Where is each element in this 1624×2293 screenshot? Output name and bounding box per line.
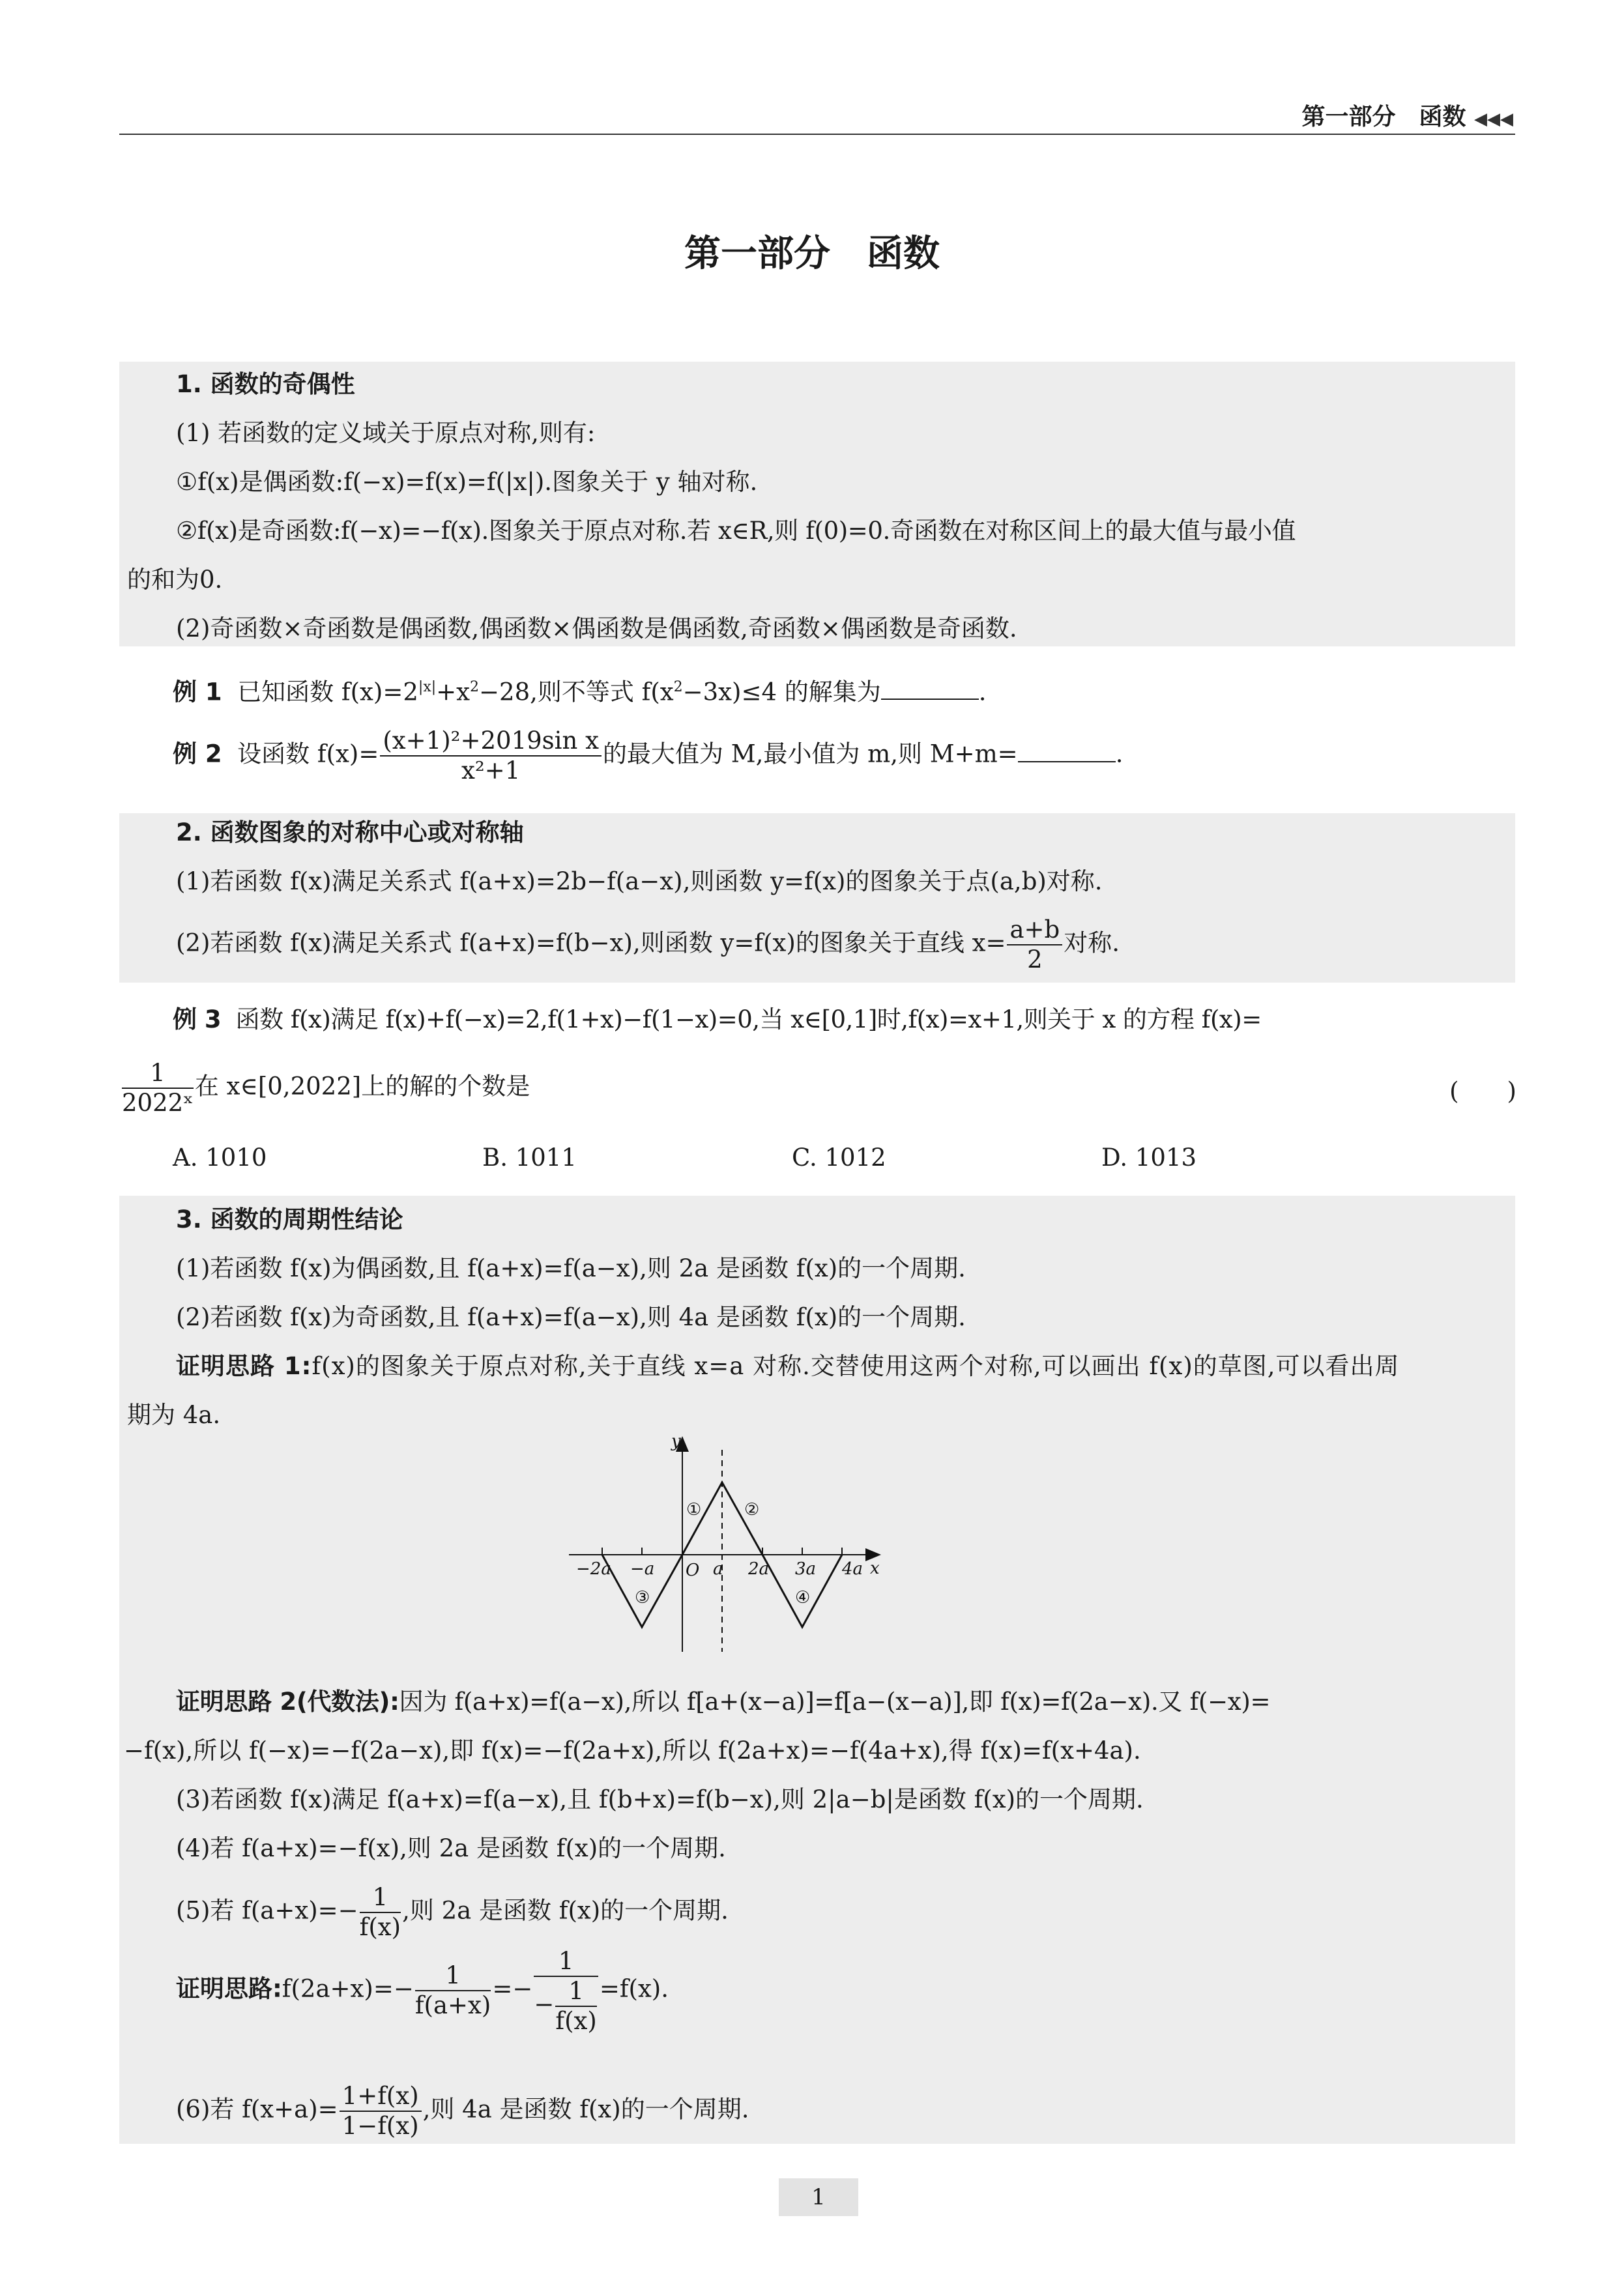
- proof-label: 证明思路 1:: [176, 1352, 312, 1380]
- text: f(x)的图象关于原点对称,关于直线 x=a 对称.交替使用这两个对称,可以画出 f(x)的草图,可以看出周: [312, 1352, 1400, 1380]
- text-line: ②f(x)是奇函数:f(−x)=−f(x).图象关于原点对称.若 x∈R,则 f(0)=0.奇函数在对称区间上的最大值与最小值: [176, 517, 1296, 545]
- fraction: [360, 1883, 401, 1942]
- option-a[interactable]: A. 1010: [173, 1144, 267, 1172]
- option-b[interactable]: B. 1011: [482, 1144, 577, 1172]
- text: 对称.: [1064, 929, 1120, 957]
- superscript: 2: [470, 679, 480, 695]
- numerator: (x+1)²+2019sin x: [380, 727, 602, 757]
- numerator: 1: [555, 1977, 596, 2007]
- example-2: [173, 727, 1123, 785]
- tick-label: 2a: [748, 1559, 770, 1579]
- running-title: 第一部分 函数: [1301, 104, 1466, 130]
- tick-label: a: [713, 1559, 723, 1579]
- text: (5)若 f(a+x)=−: [176, 1896, 358, 1925]
- denominator: f(x): [555, 2007, 597, 2035]
- text: −3x)≤4 的解集为: [682, 678, 881, 706]
- text-line: (1)若函数 f(x)满足关系式 f(a+x)=2b−f(a−x),则函数 y=f(x)的图象关于点(a,b)对称.: [176, 867, 1103, 895]
- tick-label: −a: [630, 1559, 655, 1579]
- text-line: (1)若函数 f(x)为偶函数,且 f(a+x)=f(a−x),则 2a 是函数 f(x)的一个周期.: [176, 1254, 966, 1282]
- denominator: 2022ˣ: [122, 1089, 194, 1117]
- text: 的最大值为 M,最小值为 m,则 M+m=: [602, 740, 1018, 768]
- denominator: 2: [1027, 945, 1043, 973]
- text-line: (4)若 f(a+x)=−f(x),则 2a 是函数 f(x)的一个周期.: [176, 1834, 726, 1862]
- proof-3: [176, 1947, 669, 2036]
- section-title: 1. 函数的奇偶性: [176, 370, 355, 398]
- text: −28,则不等式 f(x: [479, 678, 674, 706]
- option-c[interactable]: C. 1012: [792, 1144, 886, 1172]
- text-line: [176, 916, 1120, 974]
- numerator: 1: [122, 1059, 194, 1089]
- region-label: ④: [795, 1588, 811, 1608]
- text: 因为 f(a+x)=f(a−x),所以 f[a+(x−a)]=f[a−(x−a)],即 f(x)=f(2a−x).又 f(−x)=: [399, 1688, 1271, 1716]
- tick-label: 3a: [795, 1559, 817, 1579]
- text: 设函数 f(x)=: [237, 740, 379, 768]
- nested-fraction: [534, 1947, 598, 2036]
- example-label: 例 3: [173, 1005, 222, 1033]
- text: .: [1115, 740, 1124, 768]
- numerator: 1: [534, 1947, 598, 1977]
- example-1: [173, 671, 987, 708]
- text: ,则 4a 是函数 f(x)的一个周期.: [422, 2095, 749, 2124]
- answer-bracket: ( ): [1449, 1077, 1516, 1105]
- text-line: [176, 2082, 749, 2141]
- text-line: 期为 4a.: [127, 1401, 221, 1429]
- fraction: [380, 727, 602, 785]
- fraction: [555, 1977, 596, 2036]
- text: +x: [436, 678, 471, 706]
- origin-label: O: [686, 1561, 700, 1580]
- denominator: 1−f(x): [341, 2112, 419, 2140]
- text: =f(x).: [599, 1974, 669, 2003]
- numerator: 1: [415, 1961, 491, 1991]
- text-line: [176, 1883, 729, 1942]
- numerator: a+b: [1007, 916, 1062, 945]
- denominator: x²+1: [461, 757, 521, 785]
- example-label: 例 1: [173, 678, 222, 706]
- page-number: 1: [779, 2178, 858, 2216]
- region-label: ②: [744, 1500, 760, 1520]
- numerator: 1+f(x): [340, 2082, 422, 2112]
- text: 已知函数 f(x)=2: [237, 678, 418, 706]
- numerator: 1: [360, 1883, 401, 1913]
- fraction: [415, 1961, 491, 2020]
- text-line: (2)奇函数×奇函数是偶函数,偶函数×偶函数是偶函数,奇函数×偶函数是奇函数.: [176, 614, 1017, 642]
- text: 函数 f(x)满足 f(x)+f(−x)=2,f(1+x)−f(1−x)=0,当 x∈[0,1]时,f(x)=x+1,则关于 x 的方程 f(x)=: [235, 1005, 1262, 1033]
- tick-label: 4a: [842, 1559, 863, 1579]
- region-label: ③: [635, 1588, 650, 1608]
- arrow-left-icon: ◀◀◀: [1474, 109, 1513, 129]
- text: 在 x∈[0,2022]上的解的个数是: [194, 1072, 530, 1101]
- section-box-parity: [119, 362, 1515, 646]
- fraction: [1007, 916, 1062, 974]
- axis-label-x: x: [870, 1559, 880, 1578]
- answer-blank[interactable]: [1018, 739, 1116, 762]
- proof-label: 证明思路:: [176, 1974, 282, 2003]
- text: .: [978, 678, 987, 706]
- option-d[interactable]: D. 1013: [1101, 1144, 1197, 1172]
- header-rule: [119, 134, 1515, 135]
- text-line: (2)若函数 f(x)为奇函数,且 f(a+x)=f(a−x),则 4a 是函数 f(x)的一个周期.: [176, 1303, 966, 1331]
- fraction: [122, 1059, 194, 1118]
- denominator: [534, 1977, 598, 2036]
- text: −: [534, 1990, 555, 2019]
- text: (2)若函数 f(x)满足关系式 f(a+x)=f(b−x),则函数 y=f(x)的图象关于直线 x=: [176, 929, 1006, 957]
- denominator: f(a+x): [414, 1991, 491, 2019]
- answer-blank[interactable]: [881, 676, 979, 700]
- text: ,则 2a 是函数 f(x)的一个周期.: [402, 1896, 729, 1925]
- example-label: 例 2: [173, 740, 222, 768]
- section-title: 2. 函数图象的对称中心或对称轴: [176, 818, 524, 846]
- text-line: (3)若函数 f(x)满足 f(a+x)=f(a−x),且 f(b+x)=f(b−x),则 2|a−b|是函数 f(x)的一个周期.: [176, 1785, 1144, 1813]
- text: =−: [492, 1974, 533, 2003]
- region-label: ①: [686, 1500, 702, 1520]
- proof-2: [176, 1686, 1270, 1718]
- superscript: |x|: [418, 679, 437, 695]
- text-line: 的和为0.: [127, 566, 223, 594]
- proof-1: [176, 1350, 1400, 1383]
- running-header: [1301, 101, 1513, 136]
- superscript: 2: [673, 679, 683, 695]
- fraction: [340, 2082, 422, 2141]
- text-line: ①f(x)是偶函数:f(−x)=f(x)=f(|x|).图象关于 y 轴对称.: [176, 468, 758, 496]
- tick-label: −2a: [576, 1559, 611, 1579]
- denominator: f(x): [359, 1913, 401, 1941]
- text: (6)若 f(x+a)=: [176, 2095, 338, 2124]
- proof-label: 证明思路 2(代数法):: [176, 1688, 399, 1716]
- section-title: 3. 函数的周期性结论: [176, 1205, 403, 1233]
- text-line: −f(x),所以 f(−x)=−f(2a−x),即 f(x)=−f(2a+x),所以 f(2a+x)=−f(4a+x),得 f(x)=f(x+4a).: [124, 1737, 1141, 1765]
- axis-label-y: y: [671, 1432, 681, 1451]
- text: f(2a+x)=−: [282, 1974, 414, 2003]
- period-sketch-figure: [560, 1427, 1082, 1681]
- text-line: (1) 若函数的定义域关于原点对称,则有:: [176, 419, 596, 447]
- example-3: [173, 1003, 1262, 1036]
- page-title: 第一部分 函数: [684, 233, 940, 275]
- example-3-cont: [121, 1059, 530, 1118]
